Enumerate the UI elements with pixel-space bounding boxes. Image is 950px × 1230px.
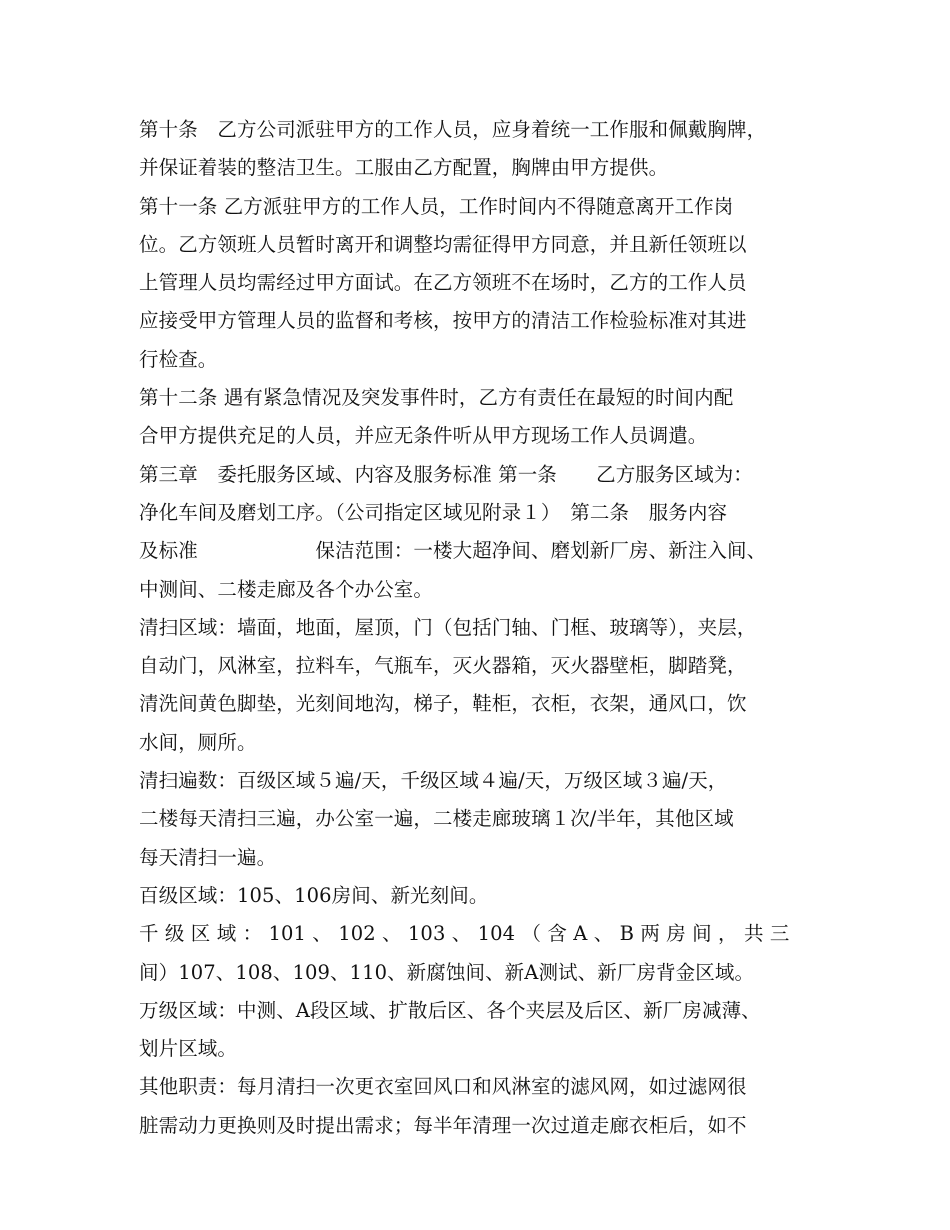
text-line: 千 级 区 域 ： 101 、 102 、 103 、 104 （ 含 A 、 B 两 房 间 ， 共 三 — [139, 922, 790, 946]
document-body — [139, 111, 829, 1145]
text-line: 每天清扫一遍。 — [139, 845, 277, 869]
text-line: 清洗间黄色脚垫，光刻间地沟，梯子，鞋柜，衣柜，衣架，通风口，饮 — [139, 692, 747, 716]
text-line: 合甲方提供充足的人员，并应无条件听从甲方现场工作人员调遣。 — [139, 424, 708, 448]
text-line: 并保证着装的整洁卫生。工服由乙方配置，胸牌由甲方提供。 — [139, 156, 669, 180]
text-line: 间）107、108、109、110、新腐蚀间、新A测试、新厂房背金区域。 — [139, 960, 755, 984]
text-line: 二楼每天清扫三遍，办公室一遍，二楼走廊玻璃１次/半年，其他区域 — [139, 807, 734, 831]
text-line: 位。乙方领班人员暂时离开和调整均需征得甲方同意，并且新任领班以 — [139, 232, 747, 256]
text-line: 水间，厕所。 — [139, 730, 257, 754]
text-line: 净化车间及磨划工序。（公司指定区域见附录１） 第二条 服务内容 — [139, 500, 728, 524]
text-line: 百级区域：105、106房间、新光刻间。 — [139, 883, 489, 907]
text-line: 第十一条 乙方派驻甲方的工作人员，工作时间内不得随意离开工作岗 — [139, 194, 734, 218]
text-line: 脏需动力更换则及时提出需求；每半年清理一次过道走廊衣柜后，如不 — [139, 1113, 747, 1137]
text-line: 其他职责：每月清扫一次更衣室回风口和风淋室的滤风网，如过滤网很 — [139, 1075, 747, 1099]
text-line: 上管理人员均需经过甲方面试。在乙方领班不在场时，乙方的工作人员 — [139, 271, 747, 295]
text-line: 中测间、二楼走廊及各个办公室。 — [139, 577, 434, 601]
text-line: 划片区域。 — [139, 1037, 238, 1061]
text-line: 清扫遍数：百级区域５遍/天，千级区域４遍/天，万级区域３遍/天， — [139, 769, 728, 793]
text-line: 第三章 委托服务区域、内容及服务标准 第一条 乙方服务区域为： — [139, 462, 753, 486]
text-line: 应接受甲方管理人员的监督和考核，按甲方的清洁工作检验标准对其进 — [139, 309, 747, 333]
text-line: 自动门，风淋室，拉料车，气瓶车，灭火器箱，灭火器壁柜，脚踏凳， — [139, 654, 747, 678]
text-line: 及标准 保洁范围：一楼大超净间、磨划新厂房、新注入间、 — [139, 539, 767, 563]
text-line: 万级区域：中测、A段区域、扩散后区、各个夹层及后区、新厂房减薄、 — [139, 998, 761, 1022]
text-line: 第十条 乙方公司派驻甲方的工作人员，应身着统一工作服和佩戴胸牌， — [139, 118, 767, 141]
text-line: 第十二条 遇有紧急情况及突发事件时，乙方有责任在最短的时间内配 — [139, 386, 734, 410]
text-line: 清扫区域：墙面，地面，屋顶，门（包括门轴、门框、玻璃等），夹层， — [139, 615, 757, 639]
text-line: 行检查。 — [139, 347, 218, 371]
